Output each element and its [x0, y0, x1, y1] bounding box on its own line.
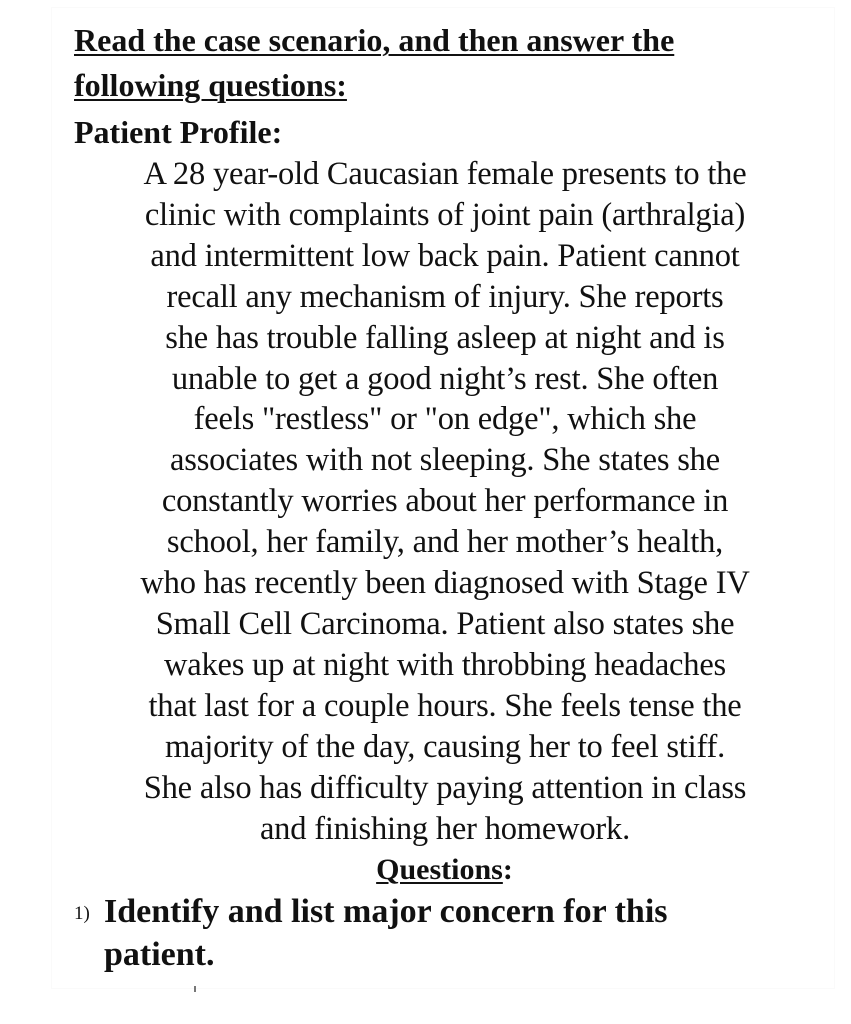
heading-line-2: following questions:	[74, 67, 347, 103]
profile-line: that last for a couple hours. She feels tense the	[148, 687, 742, 724]
profile-line: feels "restless" or "on edge", which she	[193, 401, 697, 438]
instructions-heading	[74, 18, 814, 108]
profile-line: unable to get a good night’s rest. She often	[171, 360, 719, 397]
profile-line: who has recently been diagnosed with Stage IV	[140, 565, 750, 602]
questions-title	[52, 851, 837, 889]
question-text	[104, 890, 804, 976]
profile-line: A 28 year-old Caucasian female presents to the	[143, 156, 747, 192]
questions-colon: :	[502, 853, 513, 886]
questions-label: Questions	[376, 853, 503, 886]
profile-line: and finishing her homework.	[259, 810, 631, 847]
profile-line: and intermittent low back pain. Patient cannot	[150, 237, 740, 274]
document-page	[52, 8, 834, 988]
profile-line: she has trouble falling asleep at night and is	[165, 319, 725, 356]
patient-profile-text	[66, 154, 824, 849]
patient-profile-title: Patient Profile:	[74, 114, 283, 150]
question-line-1: Identify and list major concern for this	[104, 893, 668, 930]
cursor-mark	[194, 986, 196, 992]
profile-line: Small Cell Carcinoma. Patient also states she	[155, 605, 735, 642]
profile-line: She also has difficulty paying attention in class	[143, 769, 747, 806]
profile-line: wakes up at night with throbbing headaches	[163, 646, 727, 683]
question-number: 1)	[74, 903, 90, 924]
profile-line: associates with not sleeping. She states she	[170, 442, 720, 479]
profile-line: school, her family, and her mother’s health,	[166, 524, 724, 561]
profile-line: recall any mechanism of injury. She reports	[166, 278, 724, 315]
profile-line: clinic with complaints of joint pain (arthralgia)	[144, 196, 746, 233]
profile-line: constantly worries about her performance in	[161, 483, 729, 520]
profile-line: majority of the day, causing her to feel stiff.	[164, 728, 726, 765]
heading-line-1: Read the case scenario, and then answer the	[74, 22, 675, 58]
question-line-2: patient.	[104, 936, 215, 973]
